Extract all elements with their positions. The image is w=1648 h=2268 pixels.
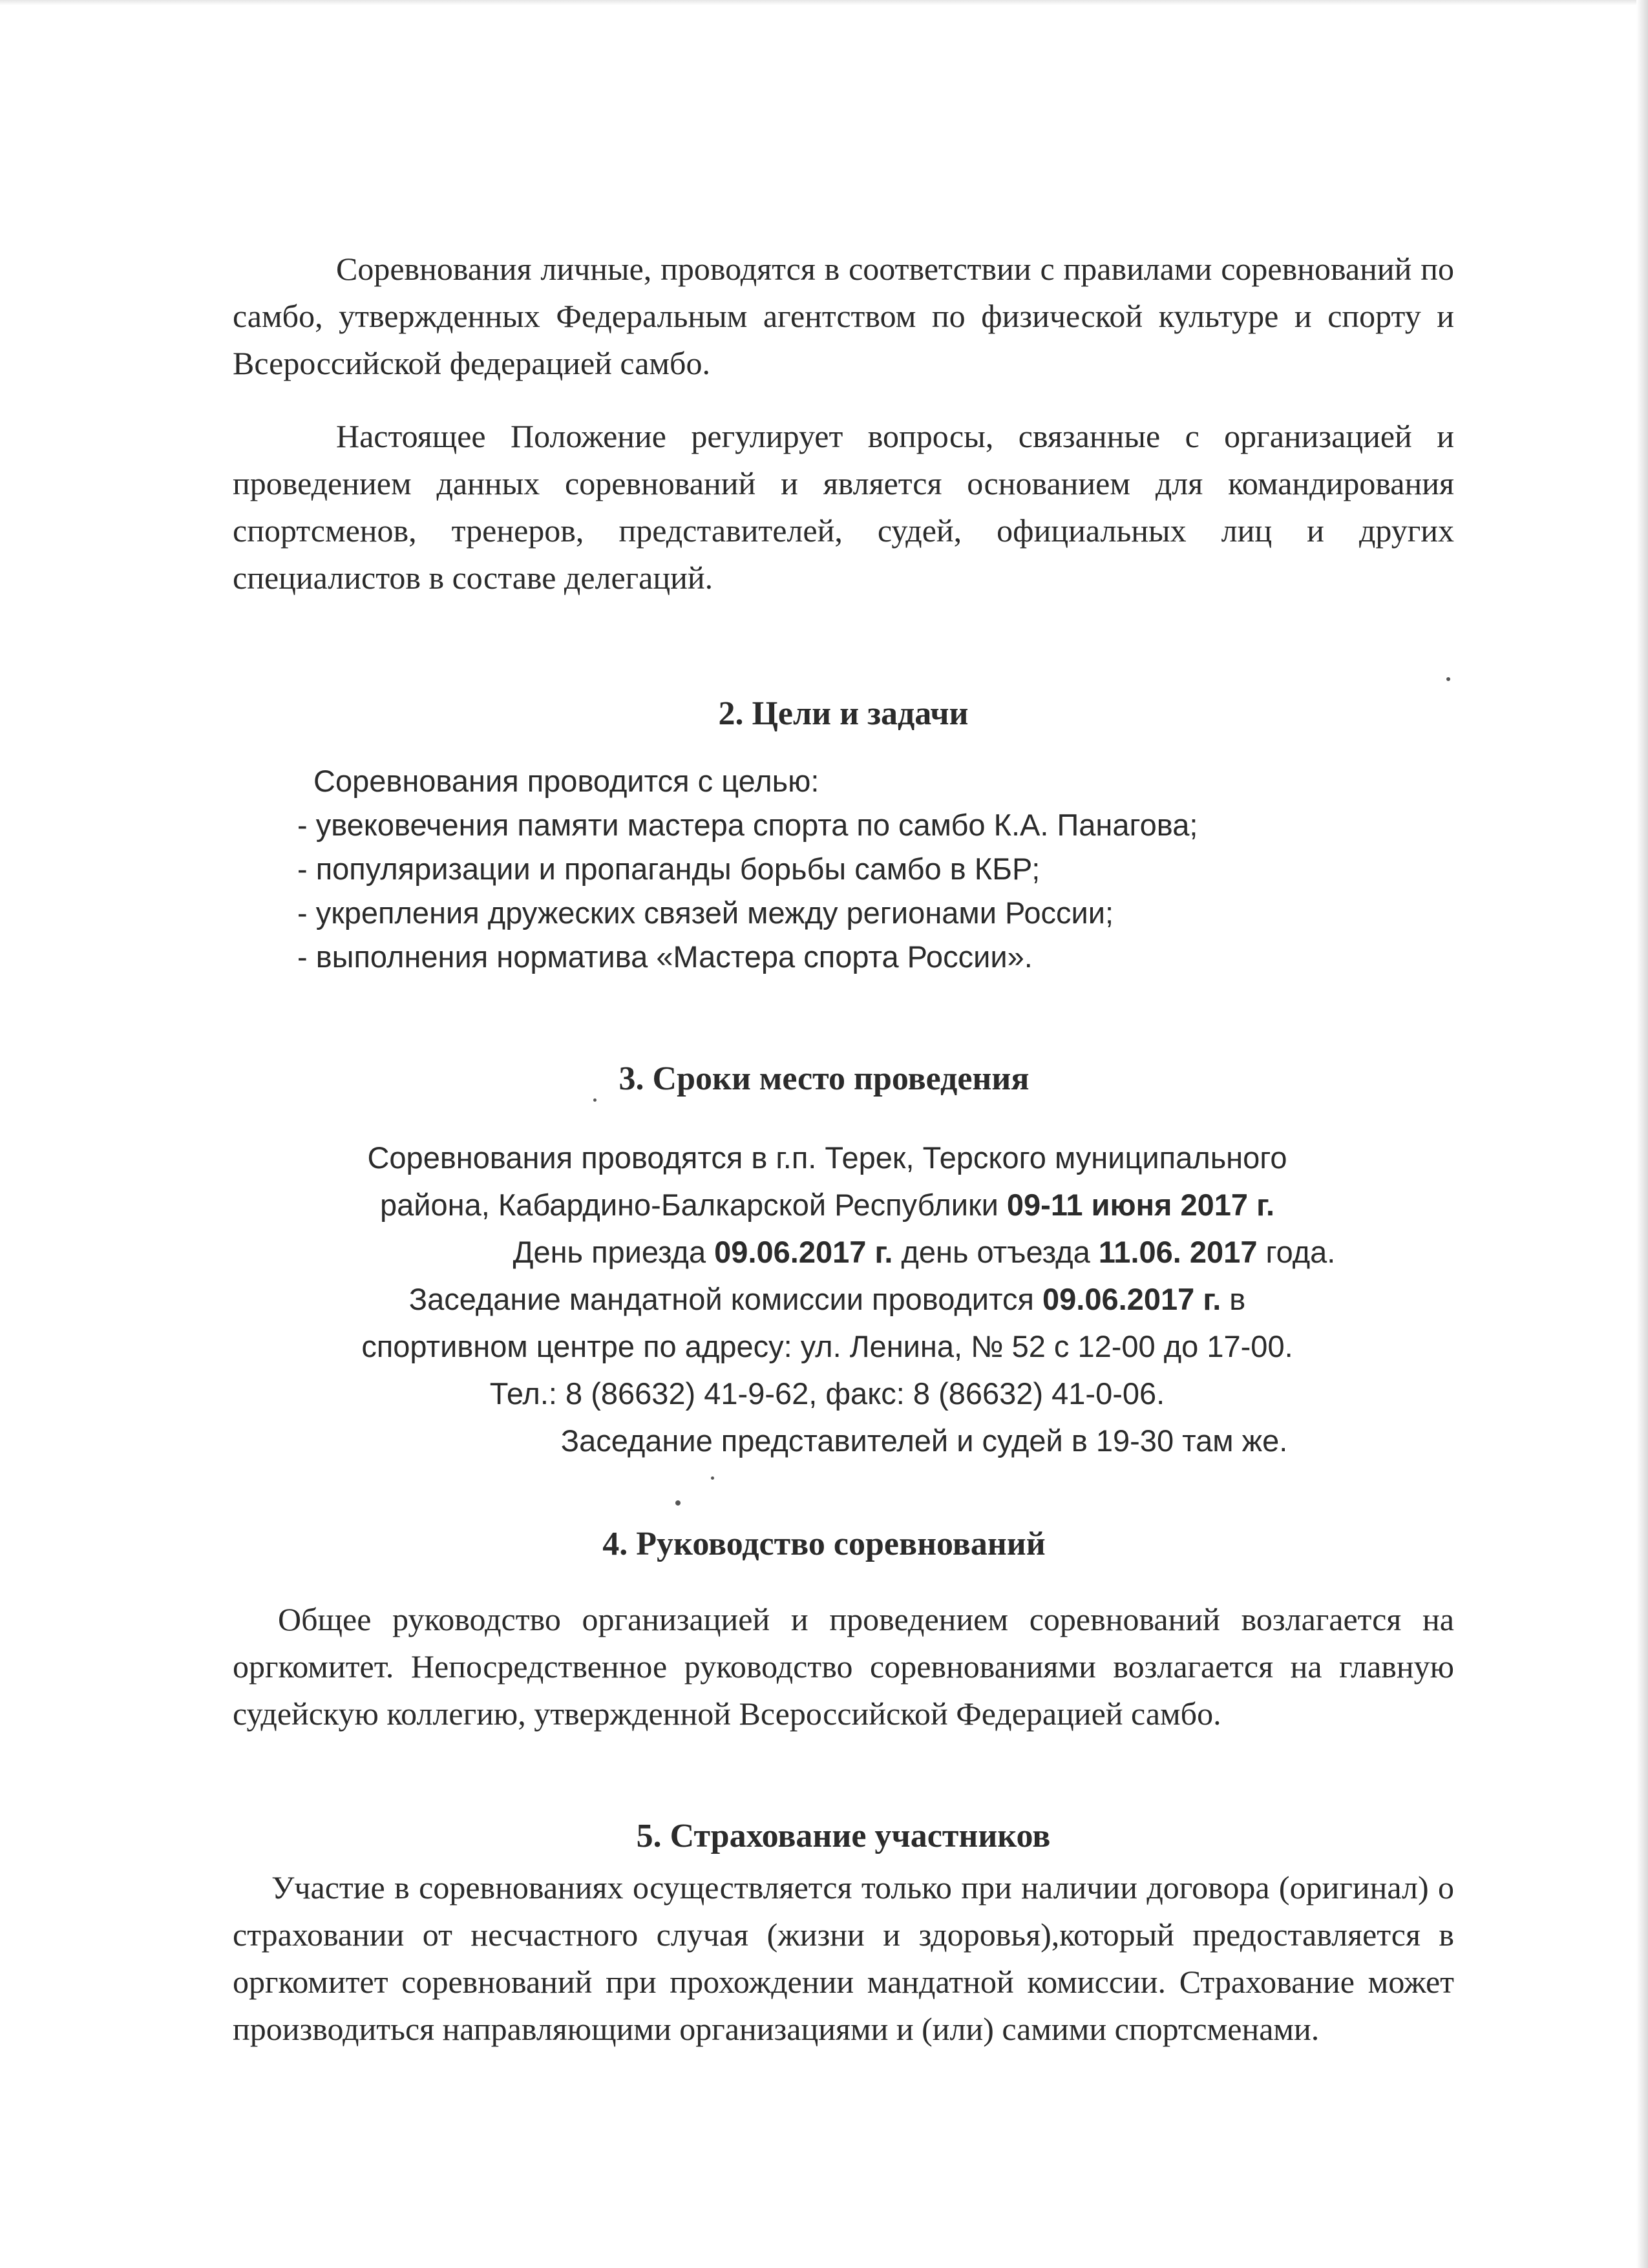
venue-line-1: Соревнования проводятся в г.п. Терек, Терского муниципального [367,1140,1287,1175]
phone-line: Тел.: 8 (86632) 41-9-62, факс: 8 (86632) 41-0-06. [489,1376,1165,1411]
section-2-lead: Соревнования проводится с целью: [313,764,819,798]
scan-speck [675,1500,681,1506]
intro-paragraph-2: Настоящее Положение регулирует вопросы, связанные с организацией и проведением данных соревнований и является основанием для командирования спортсменов, тренеров, представителей, судей, официальных лиц и других специалистов в составе делегаций. [233,418,1454,596]
section-4-paragraph: Общее руководство организацией и проведением соревнований возлагается на оргкомитет. Непосредственное руководство соревнованиями возлагается на главную судейскую коллегию, утвержденной Всероссийской Федерацией самбо. [233,1601,1454,1732]
departure-label: день отъезда [893,1235,1099,1269]
section-4-title: 4. Руководство соревнований [602,1526,1046,1562]
meeting-line: Заседание представителей и судей в 19-30 там же. [560,1423,1288,1458]
departure-date: 11.06. 2017 [1098,1235,1258,1269]
venue-line-2 [213,1181,1441,1228]
scan-speck [711,1476,714,1480]
intro-section [233,246,1454,602]
venue-region: района, Кабардино-Балкарской Республики [379,1188,1007,1222]
section-5-paragraph: Участие в соревнованиях осуществляется только при наличии договора (оригинал) о страховании от несчастного случая (жизни и здоровья),который предоставляется в оргкомитет соревнований при прохождении мандатной комиссии. Страхование может производиться направляющими организациями и (или) самими спортсменами. [233,1869,1454,2047]
section-2-list [297,759,1396,979]
scan-edge-right [1636,0,1648,2268]
section-3-title: 3. Сроки место проведения [618,1060,1030,1097]
goal-item-2: - популяризации и пропаганды борьбы самбо в КБР; [297,852,1041,886]
address-line: спортивном центре по адресу: ул. Ленина, № 52 с 12-00 до 17-00. [361,1329,1293,1363]
section-5-title: 5. Страхование участников [636,1818,1051,1854]
section-4-body [233,1596,1454,1738]
goal-item-4: - выполнения норматива «Мастера спорта России». [297,940,1033,974]
scan-speck [593,1098,597,1102]
commission-line [213,1276,1441,1323]
intro-paragraph-1: Соревнования личные, проводятся в соответствии с правилами соревнований по самбо, утвержденных Федеральным агентством по физической культуре и спорту и Всероссийской федерацией самбо. [233,251,1454,381]
goal-item-1: - увековечения памяти мастера спорта по самбо К.А. Панагова; [297,808,1198,842]
commission-date: 09.06.2017 г. [1042,1282,1221,1316]
event-dates: 09-11 июня 2017 г. [1006,1188,1275,1222]
arrival-label: День приезда [512,1235,715,1269]
arrival-departure-line [213,1228,1441,1276]
commission-suffix: в [1221,1282,1246,1316]
goal-item-3: - укрепления дружеских связей между регионами России; [297,896,1114,930]
section-2-title: 2. Цели и задачи [718,695,969,732]
scan-speck [1446,677,1450,681]
section-3-body [213,1134,1441,1464]
scan-edge-top [0,0,1648,5]
departure-suffix: года. [1257,1235,1336,1269]
section-5-body [233,1864,1454,2053]
arrival-date: 09.06.2017 г. [714,1235,893,1269]
commission-label: Заседание мандатной комиссии проводится [408,1282,1043,1316]
